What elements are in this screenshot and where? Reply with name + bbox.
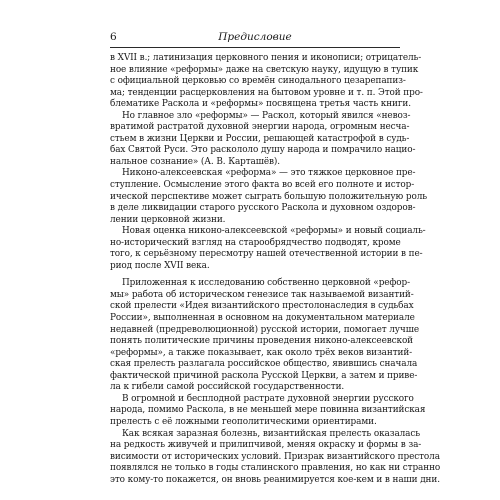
text-line: Никоно-алексеевская «реформа» — это тяжкое церковное пре-	[122, 168, 416, 179]
page-number: 6	[110, 31, 117, 43]
text-line: но-исторический взгляд на старообрядчество подводят, кроме	[110, 237, 401, 248]
text-line: с официальной церковью со времён синодального цезарепапиз-	[110, 76, 406, 87]
running-title: Предисловие	[218, 31, 292, 43]
text-line: В огромной и бесплодной растрате духовной энергии русского	[122, 393, 414, 404]
text-line: вратимой растратой духовной энергии народа, огромным несча-	[110, 122, 410, 133]
text-line: это кому-то покажется, он вновь реанимируется кое-кем и в наши дни.	[110, 474, 440, 485]
book-page	[110, 30, 441, 486]
text-line: Приложенная к исследованию собственно церковной «рефор-	[122, 278, 410, 289]
body-text	[110, 53, 441, 486]
text-line: ской прелести «Идея византийского престолонаследия в судьбах	[110, 301, 414, 312]
text-line: России», выполненная в основном на документальном материале	[110, 313, 415, 324]
text-line: Как всякая заразная болезнь, византийская прелесть оказалась	[122, 428, 420, 439]
text-line: мы» работа об историческом генезисе так называемой византий-	[110, 289, 414, 300]
text-line: в деле ликвидации старого русского Раскола и духовном оздоров-	[110, 203, 416, 214]
text-line: ла к гибели самой российской государственности.	[110, 382, 345, 393]
text-line: висимости от исторических условий. Призрак византийского престола	[110, 451, 440, 462]
text-line: ической перспективе может сыграть большую положительную роль	[110, 191, 427, 202]
text-line: лении церковной жизни.	[110, 214, 226, 225]
text-line: «реформы», а также показывает, как около трёх веков византий-	[110, 347, 413, 358]
text-line: понять политические причины проведения никоно-алексеевской	[110, 336, 414, 347]
text-line: блематике Раскола и «реформы» посвящена третья часть книги.	[110, 99, 411, 110]
text-line: ская прелесть разлагала российское общество, явившись сначала	[110, 359, 418, 370]
text-line: того, к серьёзному пересмотру нашей отечественной истории в пе-	[110, 249, 423, 260]
text-line: фактической причиной раскола Русской Церкви, а затем и приве-	[110, 370, 418, 381]
text-line: бах Святой Руси. Это раскололо душу народа и помрачило нацио-	[110, 145, 416, 156]
text-line: недавней (предреволюционной) русской истории, помогает лучше	[110, 324, 419, 335]
text-line: стьем в жизни Церкви и России, решающей катастрофой в судь-	[110, 133, 410, 144]
text-line: риод после XVII века.	[110, 260, 210, 271]
text-line: появлялся не только в годы сталинского правления, но как ни странно	[110, 463, 441, 474]
text-line: прелесть с её ложными геополитическими ориентирами.	[110, 416, 377, 427]
text-line: народа, помимо Раскола, в не меньшей мере повинна византийская	[110, 405, 426, 416]
text-line: ма; тенденции расцерковления на бытовом уровне и т. п. Этой про-	[110, 87, 423, 98]
text-line: Новая оценка никоно-алексеевской «реформы» и новый социаль-	[122, 226, 426, 237]
text-line: Но главное зло «реформы» — Раскол, который явился «невоз-	[122, 110, 411, 121]
text-line: ступление. Осмысление этого факта во всей его полноте и истор-	[110, 180, 415, 191]
text-line: в XVII в.; латинизация церковного пения и иконописи; отрицатель-	[110, 53, 422, 63]
text-line: на редкость живучей и прилипчивой, меняя окраску и формы в за-	[110, 440, 422, 451]
text-line: нальное сознание» (А. В. Карташёв).	[110, 156, 281, 167]
text-line: ное влияние «реформы» даже на светскую науку, идущую в тупик	[110, 64, 419, 75]
running-head	[110, 30, 400, 48]
